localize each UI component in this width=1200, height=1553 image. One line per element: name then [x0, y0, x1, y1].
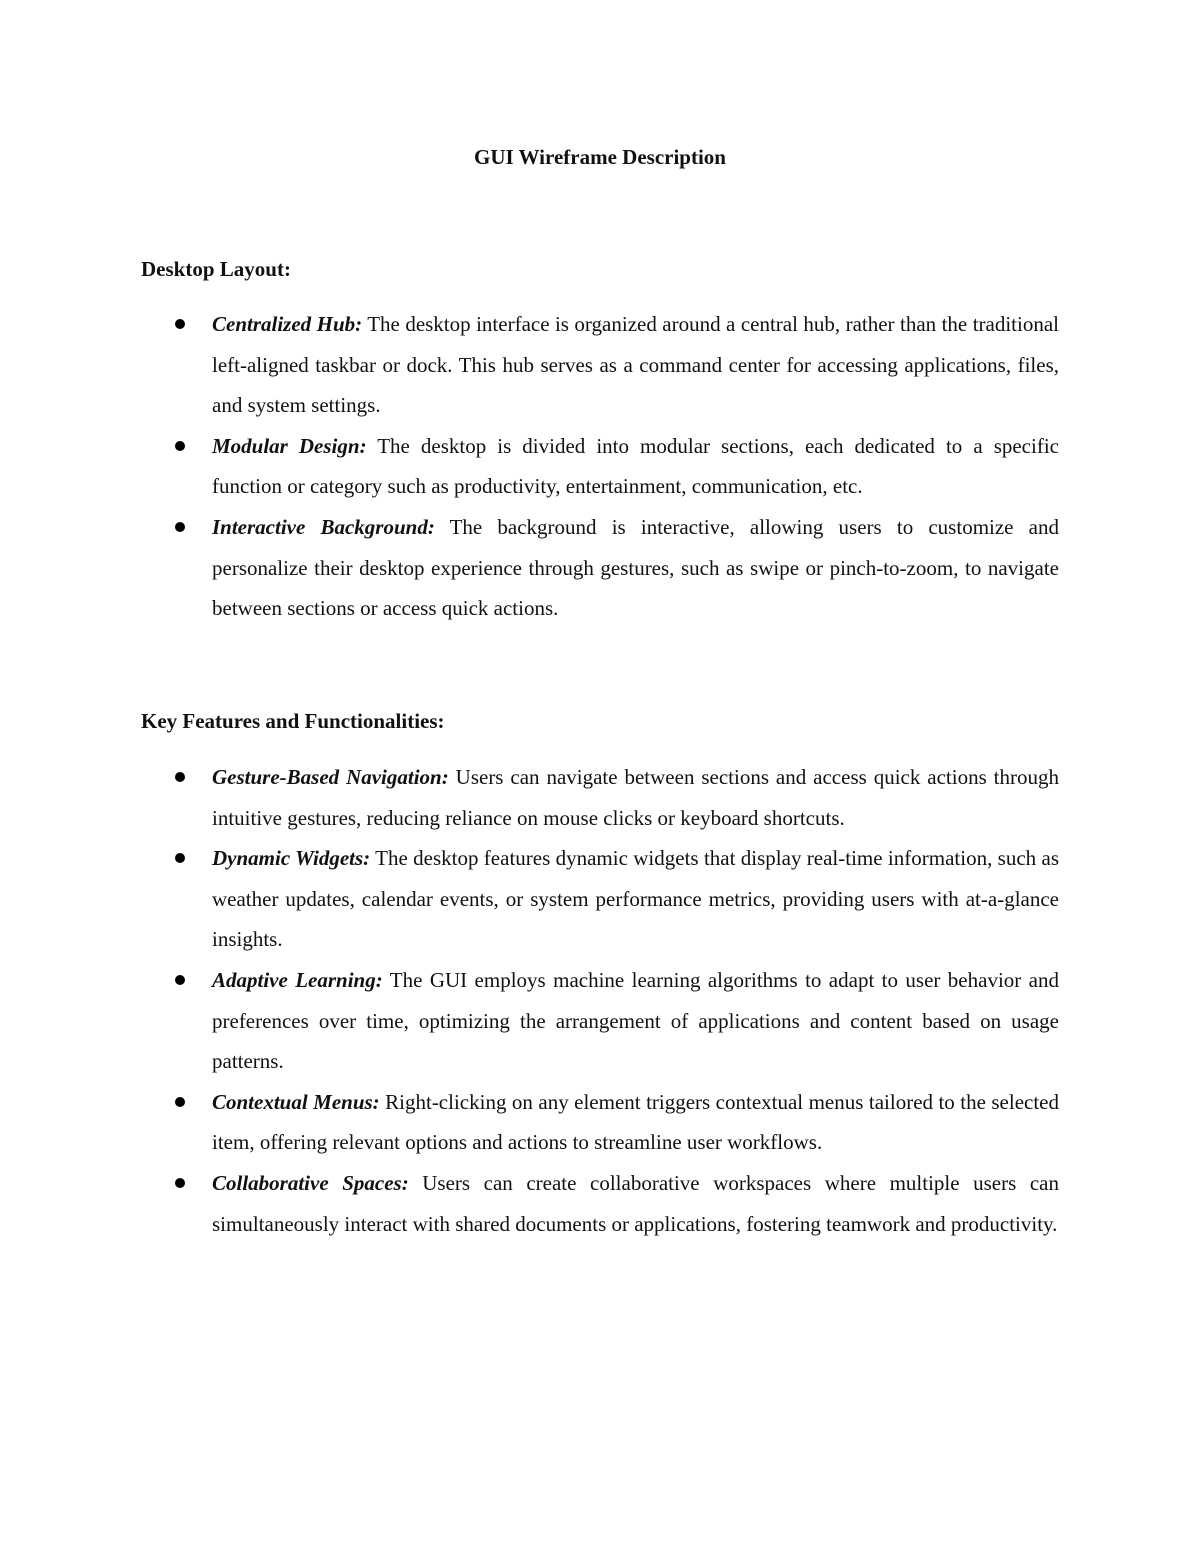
bullet-icon [175, 975, 185, 985]
item-term: Collaborative Spaces: [212, 1170, 409, 1195]
list-item [171, 757, 1059, 838]
item-term: Dynamic Widgets: [212, 846, 371, 871]
list-item [171, 426, 1059, 507]
item-term: Gesture-Based Navigation: [212, 765, 449, 789]
section-heading-key-features: Key Features and Functionalities: [141, 709, 445, 733]
bullet-icon [175, 1097, 185, 1107]
item-text: The desktop is divided into modular sections, each dedicated to a specific function or category such as productivity, entertainment, communication, etc. [212, 433, 1059, 499]
list-item [171, 1082, 1059, 1163]
item-text: Users can navigate between sections and access quick actions through intuitive gestures, reducing reliance on mouse clicks or keyboard shortcuts. [212, 765, 1059, 830]
item-term: Modular Design: [212, 433, 367, 458]
bullet-icon [175, 319, 185, 329]
list-item [171, 304, 1059, 426]
bullet-icon [175, 772, 185, 782]
bullet-icon [175, 1178, 185, 1188]
item-term: Contextual Menus: [212, 1089, 380, 1114]
key-features-list [171, 757, 1059, 1244]
item-term: Adaptive Learning: [212, 967, 383, 992]
list-item [171, 1163, 1059, 1244]
list-item [171, 960, 1059, 1082]
item-text: The GUI employs machine learning algorithms to adapt to user behavior and preferences over time, optimizing the arrangement of applications and content based on usage patterns. [212, 967, 1059, 1074]
item-text: Right-clicking on any element triggers contextual menus tailored to the selected item, offering relevant options and actions to streamline user workflows. [212, 1089, 1060, 1155]
item-term: Interactive Background: [212, 514, 435, 539]
item-text: Users can create collaborative workspaces where multiple users can simultaneously interact with shared documents or applications, fostering teamwork and productivity. [212, 1170, 1059, 1236]
section-heading-desktop-layout: Desktop Layout: [141, 257, 291, 281]
desktop-layout-list [171, 304, 1059, 629]
item-text: The background is interactive, allowing users to customize and personalize their desktop experience through gestures, such as swipe or pinch-to-zoom, to navigate between sections or access quick actions. [212, 514, 1059, 621]
list-item [171, 838, 1059, 960]
bullet-icon [175, 522, 185, 532]
item-text: The desktop features dynamic widgets that display real-time information, such as weather updates, calendar events, or system performance metrics, providing users with at-a-glance insights. [212, 846, 1059, 952]
list-item [171, 507, 1059, 629]
item-text: The desktop interface is organized around a central hub, rather than the traditional left-aligned taskbar or dock. This hub serves as a command center for accessing applications, files, and system settings. [212, 312, 1060, 418]
bullet-icon [175, 853, 185, 863]
item-term: Centralized Hub: [212, 312, 363, 336]
document-title: GUI Wireframe Description [474, 145, 726, 169]
bullet-icon [175, 441, 185, 451]
